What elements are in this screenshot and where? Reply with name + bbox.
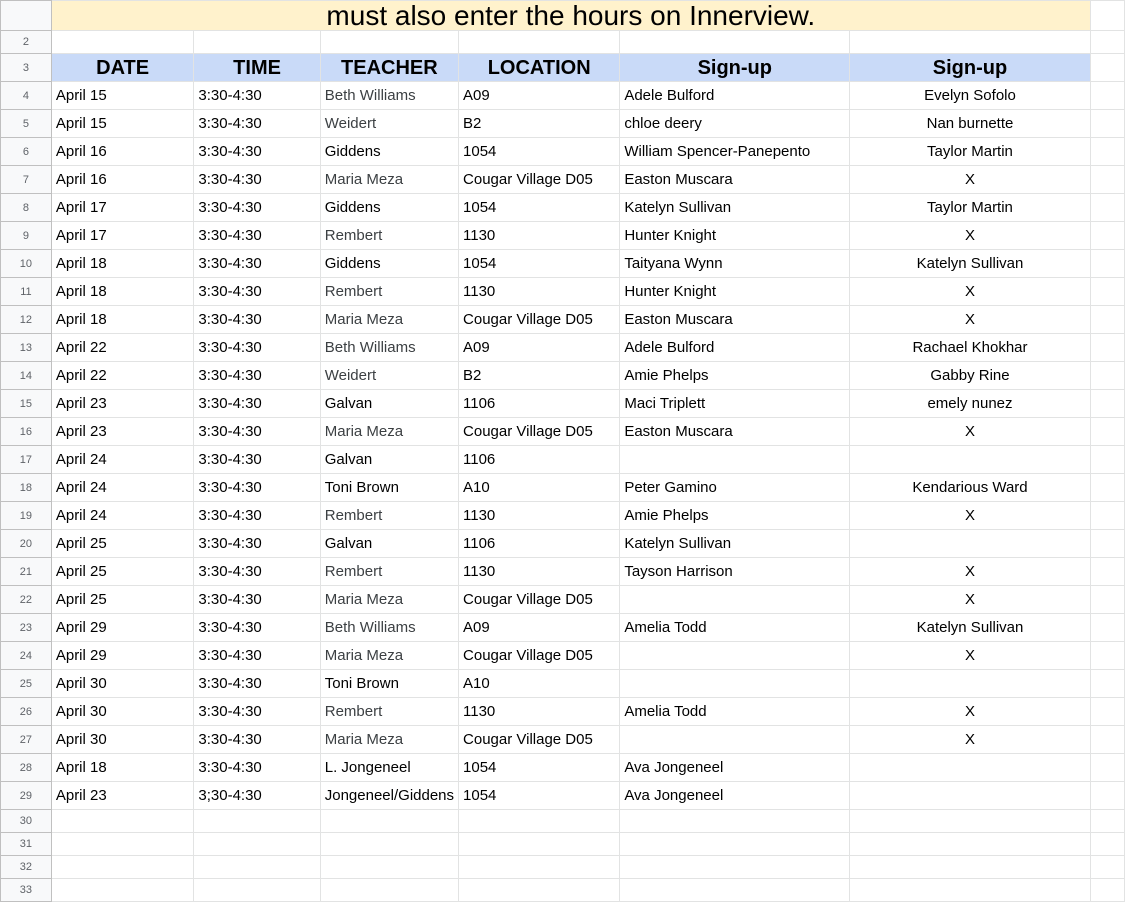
signup-1-cell[interactable]: Amie Phelps	[620, 502, 850, 530]
table-row	[1, 194, 1125, 222]
cell[interactable]	[1090, 334, 1124, 362]
location-cell[interactable]: A09	[459, 334, 620, 362]
cell[interactable]	[1090, 166, 1124, 194]
signup-1-cell[interactable]: William Spencer-Panepento	[620, 138, 850, 166]
date-cell[interactable]: April 24	[51, 502, 194, 530]
banner-row	[1, 1, 1125, 31]
date-cell[interactable]: April 24	[51, 474, 194, 502]
row-header[interactable]: 19	[1, 502, 52, 530]
signup-2-cell[interactable]: X	[850, 586, 1090, 614]
time-cell[interactable]: 3:30-4:30	[194, 362, 320, 390]
row-header[interactable]: 6	[1, 138, 52, 166]
signup-2-cell[interactable]: Katelyn Sullivan	[850, 250, 1090, 278]
row-header[interactable]: 26	[1, 698, 52, 726]
signup-2-cell[interactable]: Gabby Rine	[850, 362, 1090, 390]
time-cell[interactable]: 3:30-4:30	[194, 82, 320, 110]
cell[interactable]	[194, 879, 320, 902]
cell[interactable]	[850, 856, 1090, 879]
row-header[interactable]: 7	[1, 166, 52, 194]
row-header[interactable]	[1, 1, 52, 31]
teacher-cell[interactable]: Galvan	[320, 446, 458, 474]
date-cell[interactable]: April 30	[51, 726, 194, 754]
cell[interactable]	[850, 833, 1090, 856]
date-cell[interactable]: April 22	[51, 362, 194, 390]
signup-1-cell[interactable]	[620, 586, 850, 614]
cell[interactable]	[1090, 362, 1124, 390]
signup-2-cell[interactable]	[850, 782, 1090, 810]
cell[interactable]	[1090, 194, 1124, 222]
date-cell[interactable]: April 17	[51, 222, 194, 250]
signup-1-cell[interactable]: Adele Bulford	[620, 82, 850, 110]
location-cell[interactable]: 1130	[459, 558, 620, 586]
cell[interactable]	[850, 879, 1090, 902]
teacher-cell[interactable]: Maria Meza	[320, 726, 458, 754]
cell[interactable]	[459, 879, 620, 902]
location-cell[interactable]: 1054	[459, 194, 620, 222]
signup-1-cell[interactable]: Tayson Harrison	[620, 558, 850, 586]
empty-row	[1, 856, 1125, 879]
row-header[interactable]: 25	[1, 670, 52, 698]
table-row	[1, 586, 1125, 614]
table-row	[1, 698, 1125, 726]
cell[interactable]	[1090, 782, 1124, 810]
date-cell[interactable]: April 18	[51, 250, 194, 278]
cell[interactable]	[620, 833, 850, 856]
date-cell[interactable]: April 25	[51, 586, 194, 614]
teacher-cell[interactable]: Maria Meza	[320, 306, 458, 334]
row-header[interactable]: 28	[1, 754, 52, 782]
table-row	[1, 782, 1125, 810]
signup-2-cell[interactable]: Kendarious Ward	[850, 474, 1090, 502]
cell[interactable]	[1090, 110, 1124, 138]
row-header[interactable]: 27	[1, 726, 52, 754]
signup-2-cell[interactable]: Rachael Khokhar	[850, 334, 1090, 362]
cell[interactable]	[1090, 586, 1124, 614]
date-cell[interactable]: April 18	[51, 278, 194, 306]
location-cell[interactable]: Cougar Village D05	[459, 726, 620, 754]
signup-1-cell[interactable]: Easton Muscara	[620, 166, 850, 194]
cell[interactable]	[1090, 138, 1124, 166]
cell[interactable]	[1090, 222, 1124, 250]
signup-2-cell[interactable]	[850, 530, 1090, 558]
time-cell[interactable]: 3:30-4:30	[194, 222, 320, 250]
signup-1-cell[interactable]: Peter Gamino	[620, 474, 850, 502]
cell[interactable]	[1090, 879, 1124, 902]
table-row	[1, 334, 1125, 362]
location-cell[interactable]: 1106	[459, 446, 620, 474]
signup-2-cell[interactable]: Taylor Martin	[850, 194, 1090, 222]
signup-1-cell[interactable]: Amie Phelps	[620, 362, 850, 390]
location-cell[interactable]: Cougar Village D05	[459, 418, 620, 446]
date-cell[interactable]: April 18	[51, 754, 194, 782]
signup-1-cell[interactable]	[620, 446, 850, 474]
cell[interactable]	[1090, 82, 1124, 110]
cell[interactable]	[620, 856, 850, 879]
table-row	[1, 670, 1125, 698]
location-cell[interactable]: 1054	[459, 782, 620, 810]
signup-1-cell[interactable]: Maci Triplett	[620, 390, 850, 418]
cell[interactable]	[1090, 278, 1124, 306]
signup-2-cell[interactable]: X	[850, 278, 1090, 306]
row-header[interactable]: 3	[1, 54, 52, 82]
date-cell[interactable]: April 23	[51, 390, 194, 418]
teacher-cell[interactable]: Jongeneel/Giddens	[320, 782, 458, 810]
signup-1-cell[interactable]: Taityana Wynn	[620, 250, 850, 278]
signup-2-cell[interactable]: Evelyn Sofolo	[850, 82, 1090, 110]
time-cell[interactable]: 3:30-4:30	[194, 194, 320, 222]
signup-1-cell[interactable]: chloe deery	[620, 110, 850, 138]
cell[interactable]	[320, 856, 458, 879]
table-row	[1, 166, 1125, 194]
cell[interactable]	[620, 810, 850, 833]
date-cell[interactable]: April 25	[51, 558, 194, 586]
teacher-cell[interactable]: Maria Meza	[320, 642, 458, 670]
cell[interactable]	[459, 856, 620, 879]
time-cell[interactable]: 3:30-4:30	[194, 474, 320, 502]
cell[interactable]	[320, 833, 458, 856]
time-cell[interactable]: 3:30-4:30	[194, 334, 320, 362]
date-cell[interactable]: April 23	[51, 782, 194, 810]
signup-1-cell[interactable]: Katelyn Sullivan	[620, 530, 850, 558]
teacher-cell[interactable]: L. Jongeneel	[320, 754, 458, 782]
date-cell[interactable]: April 16	[51, 166, 194, 194]
signup-1-cell[interactable]: Ava Jongeneel	[620, 782, 850, 810]
table-row	[1, 278, 1125, 306]
location-cell[interactable]: 1054	[459, 138, 620, 166]
signup-2-cell[interactable]: Taylor Martin	[850, 138, 1090, 166]
table-row	[1, 390, 1125, 418]
cell[interactable]	[1090, 502, 1124, 530]
date-cell[interactable]: April 15	[51, 110, 194, 138]
cell[interactable]	[1090, 418, 1124, 446]
cell[interactable]	[194, 856, 320, 879]
row-header[interactable]: 2	[1, 31, 52, 54]
cell[interactable]	[459, 810, 620, 833]
date-cell[interactable]: April 29	[51, 642, 194, 670]
banner-note[interactable]: must also enter the hours on Innerview.	[51, 1, 1090, 31]
location-cell[interactable]: 1054	[459, 754, 620, 782]
row-header[interactable]: 16	[1, 418, 52, 446]
cell[interactable]	[620, 31, 850, 54]
date-cell[interactable]: April 22	[51, 334, 194, 362]
time-cell[interactable]: 3;30-4:30	[194, 782, 320, 810]
location-cell[interactable]: 1130	[459, 278, 620, 306]
time-cell[interactable]: 3:30-4:30	[194, 278, 320, 306]
row-header[interactable]: 10	[1, 250, 52, 278]
signup-1-cell[interactable]	[620, 726, 850, 754]
time-cell[interactable]: 3:30-4:30	[194, 250, 320, 278]
column-header-time[interactable]: TIME	[194, 54, 320, 82]
cell[interactable]	[1090, 474, 1124, 502]
signup-2-cell[interactable]: X	[850, 222, 1090, 250]
location-cell[interactable]: 1130	[459, 698, 620, 726]
table-row	[1, 614, 1125, 642]
signup-1-cell[interactable]: Amelia Todd	[620, 614, 850, 642]
time-cell[interactable]: 3:30-4:30	[194, 446, 320, 474]
location-cell[interactable]: A10	[459, 670, 620, 698]
cell[interactable]	[620, 879, 850, 902]
location-cell[interactable]: A10	[459, 474, 620, 502]
cell[interactable]	[320, 879, 458, 902]
signup-2-cell[interactable]: X	[850, 418, 1090, 446]
date-cell[interactable]: April 24	[51, 446, 194, 474]
row-header[interactable]: 17	[1, 446, 52, 474]
table-row	[1, 502, 1125, 530]
row-header[interactable]: 12	[1, 306, 52, 334]
time-cell[interactable]: 3:30-4:30	[194, 418, 320, 446]
teacher-cell[interactable]: Rembert	[320, 698, 458, 726]
cell[interactable]	[1090, 754, 1124, 782]
teacher-cell[interactable]: Weidert	[320, 362, 458, 390]
table-row	[1, 110, 1125, 138]
teacher-cell[interactable]: Rembert	[320, 222, 458, 250]
location-cell[interactable]: 1106	[459, 530, 620, 558]
teacher-cell[interactable]: Giddens	[320, 138, 458, 166]
blank-row	[1, 31, 1125, 54]
table-row	[1, 754, 1125, 782]
signup-1-cell[interactable]: Hunter Knight	[620, 278, 850, 306]
table-row	[1, 726, 1125, 754]
signup-2-cell[interactable]	[850, 754, 1090, 782]
time-cell[interactable]: 3:30-4:30	[194, 754, 320, 782]
time-cell[interactable]: 3:30-4:30	[194, 642, 320, 670]
cell[interactable]	[1090, 726, 1124, 754]
cell[interactable]	[1090, 1, 1124, 31]
table-row	[1, 306, 1125, 334]
cell[interactable]	[1090, 833, 1124, 856]
row-header[interactable]: 9	[1, 222, 52, 250]
signup-1-cell[interactable]: Ava Jongeneel	[620, 754, 850, 782]
date-cell[interactable]: April 18	[51, 306, 194, 334]
location-cell[interactable]: Cougar Village D05	[459, 586, 620, 614]
location-cell[interactable]: B2	[459, 110, 620, 138]
teacher-cell[interactable]: Giddens	[320, 194, 458, 222]
location-cell[interactable]: 1130	[459, 222, 620, 250]
cell[interactable]	[1090, 810, 1124, 833]
time-cell[interactable]: 3:30-4:30	[194, 726, 320, 754]
time-cell[interactable]: 3:30-4:30	[194, 502, 320, 530]
cell[interactable]	[1090, 856, 1124, 879]
signup-2-cell[interactable]: X	[850, 558, 1090, 586]
table-row	[1, 558, 1125, 586]
signup-2-cell[interactable]: Nan burnette	[850, 110, 1090, 138]
location-cell[interactable]: A09	[459, 82, 620, 110]
row-header[interactable]: 15	[1, 390, 52, 418]
row-header[interactable]: 22	[1, 586, 52, 614]
signup-1-cell[interactable]: Adele Bulford	[620, 334, 850, 362]
cell[interactable]	[1090, 31, 1124, 54]
cell[interactable]	[459, 833, 620, 856]
signup-2-cell[interactable]: X	[850, 502, 1090, 530]
teacher-cell[interactable]: Galvan	[320, 530, 458, 558]
column-header-teacher[interactable]: TEACHER	[320, 54, 458, 82]
cell[interactable]	[51, 810, 194, 833]
signup-2-cell[interactable]: X	[850, 642, 1090, 670]
location-cell[interactable]: 1106	[459, 390, 620, 418]
time-cell[interactable]: 3:30-4:30	[194, 138, 320, 166]
signup-1-cell[interactable]: Easton Muscara	[620, 306, 850, 334]
signup-2-cell[interactable]: Katelyn Sullivan	[850, 614, 1090, 642]
teacher-cell[interactable]: Galvan	[320, 390, 458, 418]
table-row	[1, 250, 1125, 278]
row-header[interactable]: 4	[1, 82, 52, 110]
signup-2-cell[interactable]	[850, 446, 1090, 474]
signup-2-cell[interactable]: X	[850, 698, 1090, 726]
cell[interactable]	[850, 810, 1090, 833]
cell[interactable]	[51, 833, 194, 856]
signup-2-cell[interactable]: X	[850, 726, 1090, 754]
signup-2-cell[interactable]: X	[850, 166, 1090, 194]
time-cell[interactable]: 3:30-4:30	[194, 614, 320, 642]
table-row	[1, 82, 1125, 110]
time-cell[interactable]: 3:30-4:30	[194, 306, 320, 334]
cell[interactable]	[1090, 250, 1124, 278]
location-cell[interactable]: A09	[459, 614, 620, 642]
cell[interactable]	[459, 31, 620, 54]
teacher-cell[interactable]: Maria Meza	[320, 418, 458, 446]
cell[interactable]	[51, 31, 194, 54]
table-row	[1, 222, 1125, 250]
date-cell[interactable]: April 16	[51, 138, 194, 166]
time-cell[interactable]: 3:30-4:30	[194, 166, 320, 194]
empty-row	[1, 810, 1125, 833]
date-cell[interactable]: April 29	[51, 614, 194, 642]
teacher-cell[interactable]: Beth Williams	[320, 334, 458, 362]
time-cell[interactable]: 3:30-4:30	[194, 586, 320, 614]
location-cell[interactable]: 1130	[459, 502, 620, 530]
teacher-cell[interactable]: Maria Meza	[320, 586, 458, 614]
row-header[interactable]: 32	[1, 856, 52, 879]
row-header[interactable]: 30	[1, 810, 52, 833]
signup-1-cell[interactable]: Katelyn Sullivan	[620, 194, 850, 222]
cell[interactable]	[1090, 54, 1124, 82]
date-cell[interactable]: April 17	[51, 194, 194, 222]
date-cell[interactable]: April 25	[51, 530, 194, 558]
signup-1-cell[interactable]: Amelia Todd	[620, 698, 850, 726]
location-cell[interactable]: Cougar Village D05	[459, 306, 620, 334]
column-header-signup-1[interactable]: Sign-up	[620, 54, 850, 82]
cell[interactable]	[1090, 558, 1124, 586]
cell[interactable]	[1090, 306, 1124, 334]
table-row	[1, 474, 1125, 502]
column-header-signup-2[interactable]: Sign-up	[850, 54, 1090, 82]
cell[interactable]	[51, 879, 194, 902]
table-row	[1, 418, 1125, 446]
row-header[interactable]: 14	[1, 362, 52, 390]
signup-1-cell[interactable]: Hunter Knight	[620, 222, 850, 250]
row-header[interactable]: 18	[1, 474, 52, 502]
teacher-cell[interactable]: Rembert	[320, 502, 458, 530]
time-cell[interactable]: 3:30-4:30	[194, 390, 320, 418]
location-cell[interactable]: B2	[459, 362, 620, 390]
time-cell[interactable]: 3:30-4:30	[194, 558, 320, 586]
table-row	[1, 530, 1125, 558]
teacher-cell[interactable]: Beth Williams	[320, 614, 458, 642]
row-header[interactable]: 23	[1, 614, 52, 642]
column-header-date[interactable]: DATE	[51, 54, 194, 82]
empty-row	[1, 879, 1125, 902]
cell[interactable]	[194, 31, 320, 54]
row-header[interactable]: 24	[1, 642, 52, 670]
row-header[interactable]: 13	[1, 334, 52, 362]
cell[interactable]	[51, 856, 194, 879]
row-header[interactable]: 21	[1, 558, 52, 586]
teacher-cell[interactable]: Beth Williams	[320, 82, 458, 110]
date-cell[interactable]: April 30	[51, 670, 194, 698]
row-header[interactable]: 11	[1, 278, 52, 306]
cell[interactable]	[1090, 614, 1124, 642]
signup-2-cell[interactable]	[850, 670, 1090, 698]
row-header[interactable]: 33	[1, 879, 52, 902]
signup-1-cell[interactable]: Easton Muscara	[620, 418, 850, 446]
cell[interactable]	[320, 31, 458, 54]
row-header[interactable]: 5	[1, 110, 52, 138]
teacher-cell[interactable]: Maria Meza	[320, 166, 458, 194]
table-row	[1, 446, 1125, 474]
cell[interactable]	[1090, 698, 1124, 726]
cell[interactable]	[194, 810, 320, 833]
cell[interactable]	[1090, 670, 1124, 698]
empty-row	[1, 833, 1125, 856]
cell[interactable]	[1090, 530, 1124, 558]
signup-1-cell[interactable]	[620, 670, 850, 698]
signup-1-cell[interactable]	[620, 642, 850, 670]
teacher-cell[interactable]: Weidert	[320, 110, 458, 138]
column-header-location[interactable]: LOCATION	[459, 54, 620, 82]
signup-2-cell[interactable]: X	[850, 306, 1090, 334]
date-cell[interactable]: April 15	[51, 82, 194, 110]
date-cell[interactable]: April 23	[51, 418, 194, 446]
date-cell[interactable]: April 30	[51, 698, 194, 726]
header-row	[1, 54, 1125, 82]
teacher-cell[interactable]: Rembert	[320, 278, 458, 306]
table-row	[1, 362, 1125, 390]
teacher-cell[interactable]: Giddens	[320, 250, 458, 278]
location-cell[interactable]: 1054	[459, 250, 620, 278]
cell[interactable]	[850, 31, 1090, 54]
row-header[interactable]: 29	[1, 782, 52, 810]
table-row	[1, 642, 1125, 670]
time-cell[interactable]: 3:30-4:30	[194, 110, 320, 138]
signup-2-cell[interactable]: emely nunez	[850, 390, 1090, 418]
location-cell[interactable]: Cougar Village D05	[459, 642, 620, 670]
cell[interactable]	[194, 833, 320, 856]
table-row	[1, 138, 1125, 166]
row-header[interactable]: 8	[1, 194, 52, 222]
location-cell[interactable]: Cougar Village D05	[459, 166, 620, 194]
row-header[interactable]: 31	[1, 833, 52, 856]
time-cell[interactable]: 3:30-4:30	[194, 698, 320, 726]
cell[interactable]	[1090, 390, 1124, 418]
cell[interactable]	[320, 810, 458, 833]
time-cell[interactable]: 3:30-4:30	[194, 670, 320, 698]
teacher-cell[interactable]: Rembert	[320, 558, 458, 586]
time-cell[interactable]: 3:30-4:30	[194, 530, 320, 558]
teacher-cell[interactable]: Toni Brown	[320, 670, 458, 698]
cell[interactable]	[1090, 446, 1124, 474]
row-header[interactable]: 20	[1, 530, 52, 558]
teacher-cell[interactable]: Toni Brown	[320, 474, 458, 502]
cell[interactable]	[1090, 642, 1124, 670]
